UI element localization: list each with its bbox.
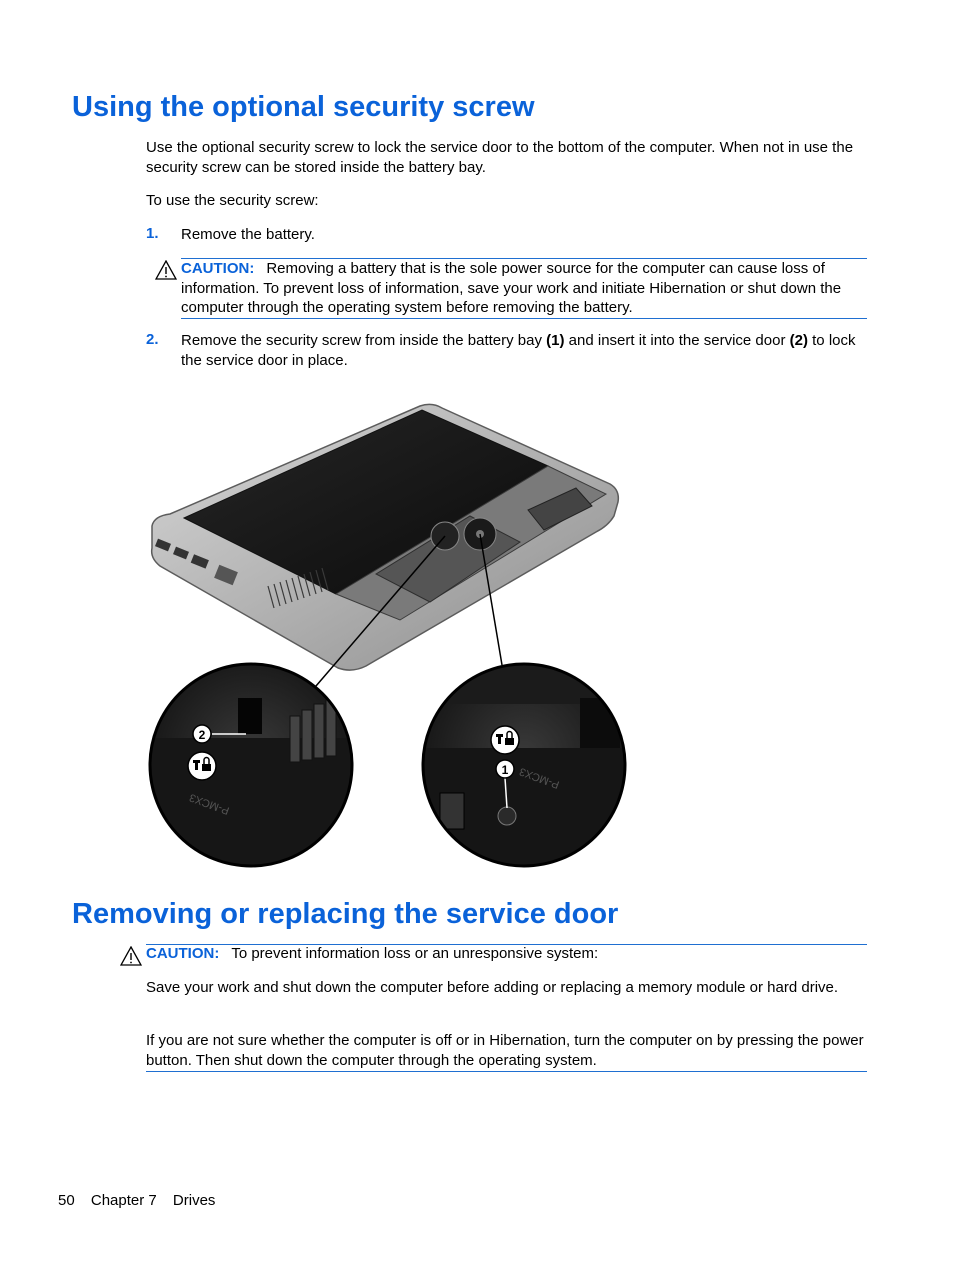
step-number: 2. [146,331,159,348]
caution-paragraph: If you are not sure whether the computer is off or in Hibernation, turn the computer on by pressing the power button. Then shut down the computer through the operating system. [146,1032,864,1069]
warning-triangle-icon [155,260,177,280]
zoom-circle-service-door [140,664,370,870]
laptop-body [152,404,619,670]
caution-label: CAUTION: [146,945,220,962]
page-number: 50 [58,1192,75,1209]
warning-triangle-icon [120,946,142,966]
page-footer [58,1192,227,1209]
step-text-part: Remove the security screw from inside the battery bay [181,332,547,349]
callout-2: 2 [198,728,206,742]
step-text [181,331,857,370]
section-heading: Using the optional security screw [72,91,535,123]
callout-ref: (1) [546,332,565,349]
step-text: Remove the battery. [181,226,315,243]
step-text-part: and insert it into the service door [564,332,790,349]
callout-1: 1 [501,763,509,777]
intro-paragraph: Use the optional security screw to lock the service door to the bottom of the computer. When not in use the security screw can be stored inside the battery bay. [146,139,854,176]
caution-note [146,944,870,964]
embossed-text: P-MCX3 [187,790,232,817]
laptop-bottom-figure [140,398,640,870]
step-number: 1. [146,225,159,242]
caution-rule-bottom [181,318,867,319]
zoom-circle-battery-bay [423,664,633,870]
caution-paragraph: Save your work and shut down the computer before adding or replacing a memory module or hard drive. [146,979,839,996]
section-heading: Removing or replacing the service door [72,898,619,930]
lead-paragraph: To use the security screw: [146,192,319,209]
callout-ref: (2) [789,332,808,349]
caution-label: CAUTION: [181,260,255,277]
step-text-part: to lock the service door in place. [181,332,856,369]
caution-rule-bottom [146,1071,867,1072]
footer-chapter: Chapter 7 [90,1192,157,1209]
embossed-text: P-MCX3 [517,764,562,791]
footer-title: Drives [172,1192,216,1209]
caution-note [181,259,861,318]
caution-text: Removing a battery that is the sole power source for the computer can cause loss of information. To prevent loss of information, save your work and initiate Hibernation or shut down the computer through the operating system before removing the battery. [181,260,842,316]
caution-text: To prevent information loss or an unresponsive system: [231,945,599,962]
